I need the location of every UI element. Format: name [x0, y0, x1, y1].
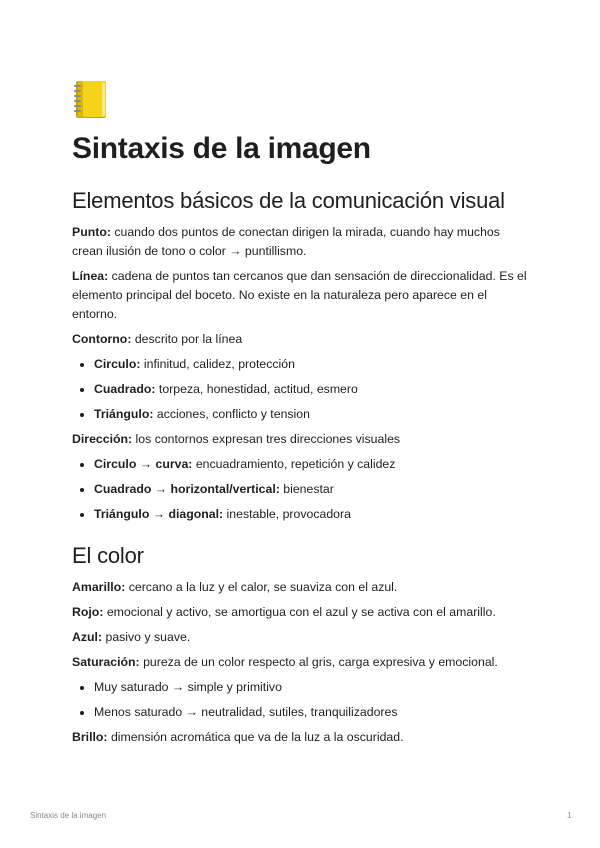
paragraph-direccion: Dirección: los contornos expresan tres direcciones visuales: [72, 432, 401, 446]
list-item: • Triángulo → diagonal: inestable, provocadora: [94, 505, 528, 524]
footer-page-number: 1: [567, 811, 572, 820]
list-item: • Menos saturado → neutralidad, sutiles, tranquilizadores: [94, 703, 528, 722]
paragraph-saturacion: Saturación: pureza de un color respecto al gris, carga expresiva y emocional.: [72, 655, 498, 669]
paragraph-brillo: Brillo: dimensión acromática que va de la luz a la oscuridad.: [72, 730, 404, 744]
paragraph-linea: Línea: cadena de puntos tan cercanos que dan sensación de direccionalidad. Es el elemento principal del boceto. No existe en la naturaleza pero aparece en el entorno.: [72, 269, 527, 321]
footer-title: Sintaxis de la imagen: [30, 811, 107, 820]
section-heading-elementos: Elementos básicos de la comunicación visual: [72, 188, 505, 213]
list-saturacion: [72, 678, 528, 722]
list-item: • Muy saturado → simple y primitivo: [94, 678, 528, 697]
list-item: • Cuadrado: torpeza, honestidad, actitud, esmero: [94, 380, 528, 399]
section-heading-color: El color: [72, 543, 144, 568]
paragraph-azul: Azul: pasivo y suave.: [72, 630, 191, 644]
paragraph-contorno: Contorno: descrito por la línea: [72, 332, 243, 346]
paragraph-rojo: Rojo: emocional y activo, se amortigua con el azul y se activa con el amarillo.: [72, 605, 496, 619]
list-direccion: [72, 455, 528, 524]
paragraph-punto: Punto: cuando dos puntos de conectan dirigen la mirada, cuando hay muchos crean ilusión de tono o color → puntillismo.: [72, 225, 500, 258]
list-item: • Cuadrado → horizontal/vertical: bienestar: [94, 480, 528, 499]
paragraph-amarillo: Amarillo: cercano a la luz y el calor, se suaviza con el azul.: [72, 580, 398, 594]
page-title: Sintaxis de la imagen: [72, 132, 371, 165]
notebook-icon: [72, 78, 110, 120]
list-contorno: [72, 355, 528, 424]
document-page: [72, 78, 528, 753]
list-item: • Triángulo: acciones, conflicto y tension: [94, 405, 528, 424]
list-item: • Circulo → curva: encuadramiento, repetición y calidez: [94, 455, 528, 474]
list-item: • Circulo: infinitud, calidez, protección: [94, 355, 528, 374]
